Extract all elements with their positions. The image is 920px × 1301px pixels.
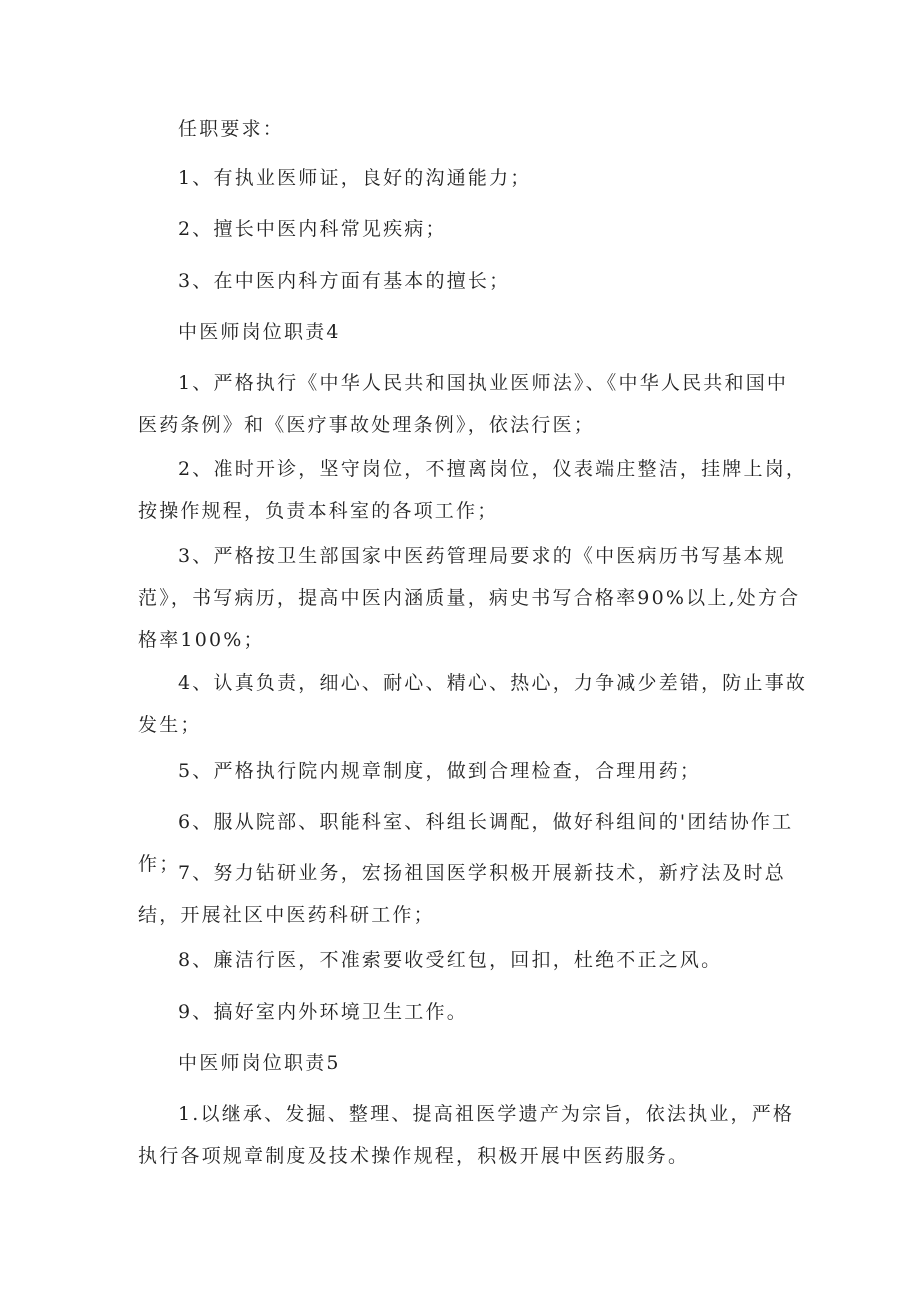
paragraph-duty-4-9: 9、搞好室内外环境卫生工作。 [178,1001,468,1023]
paragraph-duty-4-3: 3、严格按卫生部国家中医药管理局要求的《中医病历书写基本规范》，书写病历，提高中医内涵质量，病史书写合格率90%以上,处方合格率100%； [138,545,801,651]
paragraph-duty-4-4: 4、认真负责，细心、耐心、精心、热心，力争减少差错，防止事故发生； [138,672,808,736]
section-heading-duties-5: 中医师岗位职责5 [178,1052,341,1074]
paragraph-requirements-heading: 任职要求： [178,118,285,140]
paragraph-duty-4-5: 5、严格执行院内规章制度，做到合理检查，合理用药； [178,760,702,782]
paragraph-requirement-3: 3、在中医内科方面有基本的擅长； [178,270,511,292]
paragraph-duty-4-6: 6、服从院部、职能科室、科组长调配，做好科组间的'团结协作工作； [138,811,794,875]
paragraph-duty-4-1: 1、严格执行《中华人民共和国执业医师法》、《中华人民共和国中医药条例》和《医疗事故处理条例》，依法行医； [138,372,789,436]
paragraph-requirement-1: 1、有执业医师证，良好的沟通能力； [178,167,532,189]
paragraph-requirement-2: 2、擅长中医内科常见疾病； [178,218,447,240]
section-heading-duties-4: 中医师岗位职责4 [178,321,341,343]
paragraph-duty-5-1: 1.以继承、发掘、整理、提高祖医学遗产为宗旨，依法执业，严格执行各项规章制度及技术操作规程，积极开展中医药服务。 [138,1103,795,1167]
paragraph-duty-4-2: 2、准时开诊，坚守岗位，不擅离岗位，仪表端庄整洁，挂牌上岗，按操作规程，负责本科室的各项工作； [138,458,808,522]
paragraph-duty-4-7: 7、努力钻研业务，宏扬祖国医学积极开展新技术，新疗法及时总结，开展社区中医药科研工作； [138,862,786,926]
paragraph-duty-4-8: 8、廉洁行医，不准索要收受红包，回扣，杜绝不正之风。 [178,949,723,971]
